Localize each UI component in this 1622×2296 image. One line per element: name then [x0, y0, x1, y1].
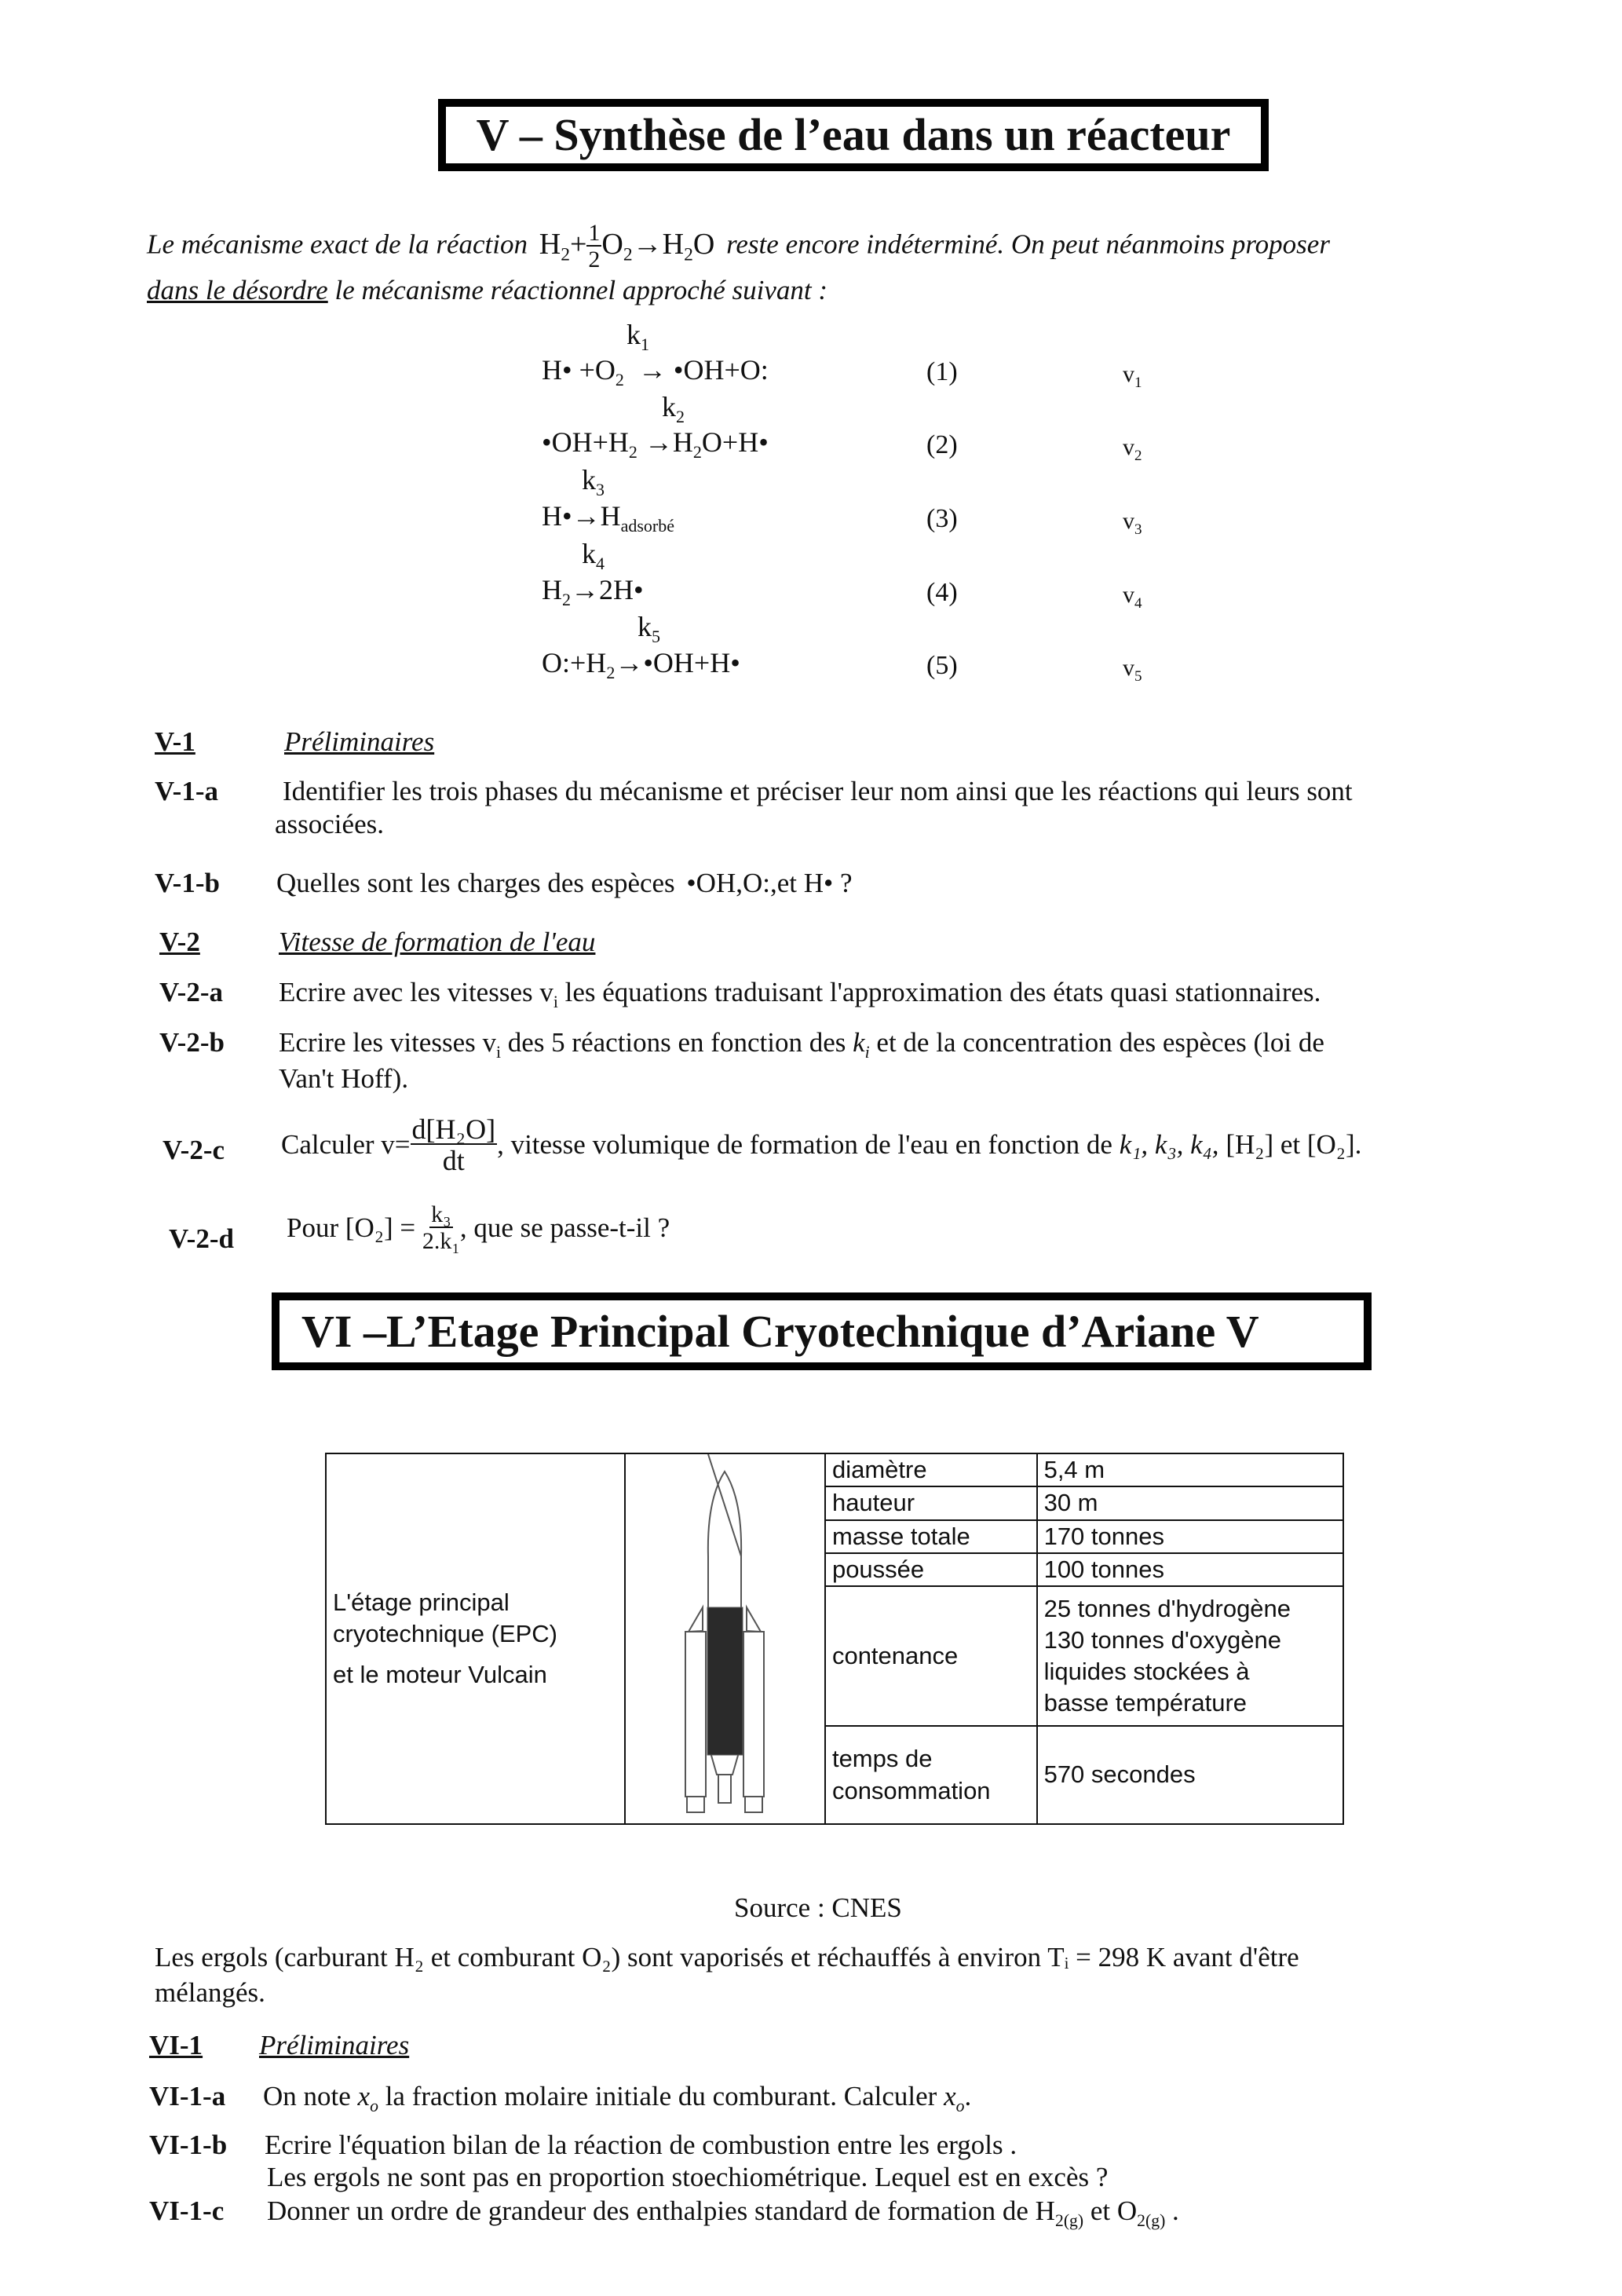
spec-label-hauteur: hauteur	[825, 1486, 1037, 1519]
section-v2-title: Vitesse de formation de l'eau	[279, 927, 596, 957]
section-vi-title-box	[272, 1292, 1372, 1370]
species-list: •OH,O:,et H•	[686, 868, 834, 898]
global-reaction-equation: $H_2+$ $\frac{1}{2}$ $O_2\to H_2O$	[539, 220, 715, 272]
intro-line-1	[147, 221, 1330, 272]
rate-fraction: $\frac{\text{d[H₂O]}}{dt}$	[411, 1113, 496, 1176]
spec-label-masse-totale: masse totale	[825, 1520, 1037, 1553]
reaction-3-rate: $v_3$	[1123, 508, 1142, 538]
section-v-title-box	[438, 99, 1269, 171]
ergols-paragraph-line2: mélangés.	[155, 1977, 265, 2008]
question-v1a-text-line2: associées.	[275, 809, 384, 839]
section-v1-label: V-1	[155, 726, 195, 757]
question-v2d-text: Pour [O₂] = $\frac{\text{k₃}}{\text{2.k₁}}$ , que se passe-t-il ?	[287, 1201, 670, 1254]
question-v2d-label: V-2-d	[169, 1223, 234, 1254]
reaction-1-rate: $v_1$	[1123, 361, 1142, 391]
reaction-1-equation: H• $+O_2$ → •OH+O:	[542, 354, 769, 390]
question-v1a-text: Identifier les trois phases du mécanisme et préciser leur nom ainsi que les réactions qui leurs sont	[283, 776, 1353, 806]
intro-line-2	[147, 275, 827, 306]
spec-label-diametre: diamètre	[825, 1453, 1037, 1486]
question-v1b-text: Quelles sont les charges des espèces •OH,O:,et H• ?	[276, 868, 853, 898]
spec-label-poussee: poussée	[825, 1553, 1037, 1586]
epc-description-cell: L'étage principal cryotechnique (EPC) et le moteur Vulcain	[326, 1453, 625, 1824]
question-v1b-label: V-1-b	[155, 868, 220, 898]
reaction-4-number: (4)	[926, 578, 958, 607]
spec-value-contenance: 25 tonnes d'hydrogène 130 tonnes d'oxygène liquides stockées à basse température	[1037, 1586, 1343, 1726]
section-v1-title: Préliminaires	[284, 726, 435, 757]
spec-value-temps-consommation: 570 secondes	[1037, 1726, 1343, 1824]
question-vi1c-label: VI-1-c	[149, 2195, 225, 2226]
reaction-4-equation: $H_2\to 2H•$	[542, 574, 644, 610]
question-vi1b-label: VI-1-b	[149, 2130, 228, 2160]
question-vi1b-text-line2: Les ergols ne sont pas en proportion stoechiométrique. Lequel est en excès ?	[267, 2162, 1109, 2192]
reaction-3-equation: $H•\to H_{adsorbé}$	[542, 500, 675, 536]
epc-spec-table	[325, 1453, 1344, 1825]
reaction-2-equation: $•OH+H_2$ $\to H_2O+H•$	[542, 426, 769, 462]
question-v2c-text: Calculer v= $\frac{\text{d[H₂O]}}{dt}$ , vitesse volumique de formation de l'eau en fonction de k₁, k₃, k₄, [H₂] et [O₂].	[281, 1113, 1362, 1176]
reaction-2-number: (2)	[926, 430, 958, 459]
reaction-1-number: (1)	[926, 357, 958, 386]
section-vi1-title: Préliminaires	[259, 2030, 410, 2060]
intro-rest: le mécanisme réactionnel approché suivant :	[334, 275, 828, 305]
section-vi-title: VI –L’Etage Principal Cryotechnique d’Ariane V	[301, 1305, 1259, 1357]
question-vi1c-text: Donner un ordre de grandeur des enthalpies standard de formation de $H_{2(g)}$ et $O_{2(g)}$ .	[267, 2195, 1179, 2230]
ergols-paragraph-line1: Les ergols (carburant H₂ et comburant O₂) sont vaporisés et réchauffés à environ Tᵢ = 298 K avant d'être	[155, 1942, 1299, 1972]
intro-underlined: dans le désordre	[147, 275, 328, 305]
question-v2c-label: V-2-c	[163, 1135, 225, 1165]
rate-constant-k4: $k_4$	[582, 538, 605, 574]
rate-constant-k1: $k_1$	[627, 319, 649, 355]
question-vi1b-text-line1: Ecrire l'équation bilan de la réaction de combustion entre les ergols .	[265, 2130, 1017, 2160]
spec-value-poussee: 100 tonnes	[1037, 1553, 1343, 1586]
spec-value-diametre: 5,4 m	[1037, 1453, 1343, 1486]
ariane-rocket-icon	[632, 1454, 818, 1823]
question-v2b-label: V-2-b	[159, 1027, 225, 1058]
section-v2-label: V-2	[159, 927, 200, 957]
intro-text-continued: reste encore indéterminé. On peut néanmoins proposer	[726, 229, 1330, 260]
reaction-5-rate: $v_5$	[1123, 655, 1142, 685]
reaction-2-rate: $v_2$	[1123, 434, 1142, 464]
reaction-5-number: (5)	[926, 651, 958, 680]
question-v2b-text-line2: Van't Hoff).	[279, 1063, 409, 1094]
rocket-illustration-cell	[625, 1453, 825, 1824]
spec-label-contenance: contenance	[825, 1586, 1037, 1726]
section-vi1-label: VI-1	[149, 2030, 203, 2060]
question-v1a-label: V-1-a	[155, 776, 218, 806]
reaction-4-rate: $v_4$	[1123, 582, 1142, 612]
intro-text: Le mécanisme exact de la réaction	[147, 229, 528, 260]
question-v2b-text: Ecrire les vitesses $v_i$ des 5 réactions en fonction des $k_i$ et de la concentration des espèces (loi de	[279, 1027, 1324, 1062]
rate-constant-k5: $k_5$	[637, 611, 660, 647]
question-v2a-text: Ecrire avec les vitesses $v_i$ les équations traduisant l'approximation des états quasi stationnaires.	[279, 977, 1321, 1011]
table-source: Source : CNES	[734, 1892, 902, 1923]
question-v2a-label: V-2-a	[159, 977, 223, 1007]
o2-condition-fraction: $\frac{\text{k₃}}{\text{2.k₁}}$	[422, 1201, 460, 1254]
rate-constant-k2: $k_2$	[662, 391, 685, 427]
reaction-5-equation: $O:+H_2\to•OH+H•$	[542, 647, 740, 683]
section-v-title: V – Synthèse de l’eau dans un réacteur	[476, 109, 1231, 160]
question-vi1a-label: VI-1-a	[149, 2081, 226, 2111]
rate-constant-k3: $k_3$	[582, 464, 605, 500]
spec-value-masse-totale: 170 tonnes	[1037, 1520, 1343, 1553]
spec-value-hauteur: 30 m	[1037, 1486, 1343, 1519]
reaction-3-number: (3)	[926, 504, 958, 533]
spec-label-temps-consommation: temps de consommation	[825, 1726, 1037, 1824]
question-vi1a-text: On note $x_o$ la fraction molaire initiale du comburant. Calculer $x_o$.	[263, 2081, 972, 2115]
